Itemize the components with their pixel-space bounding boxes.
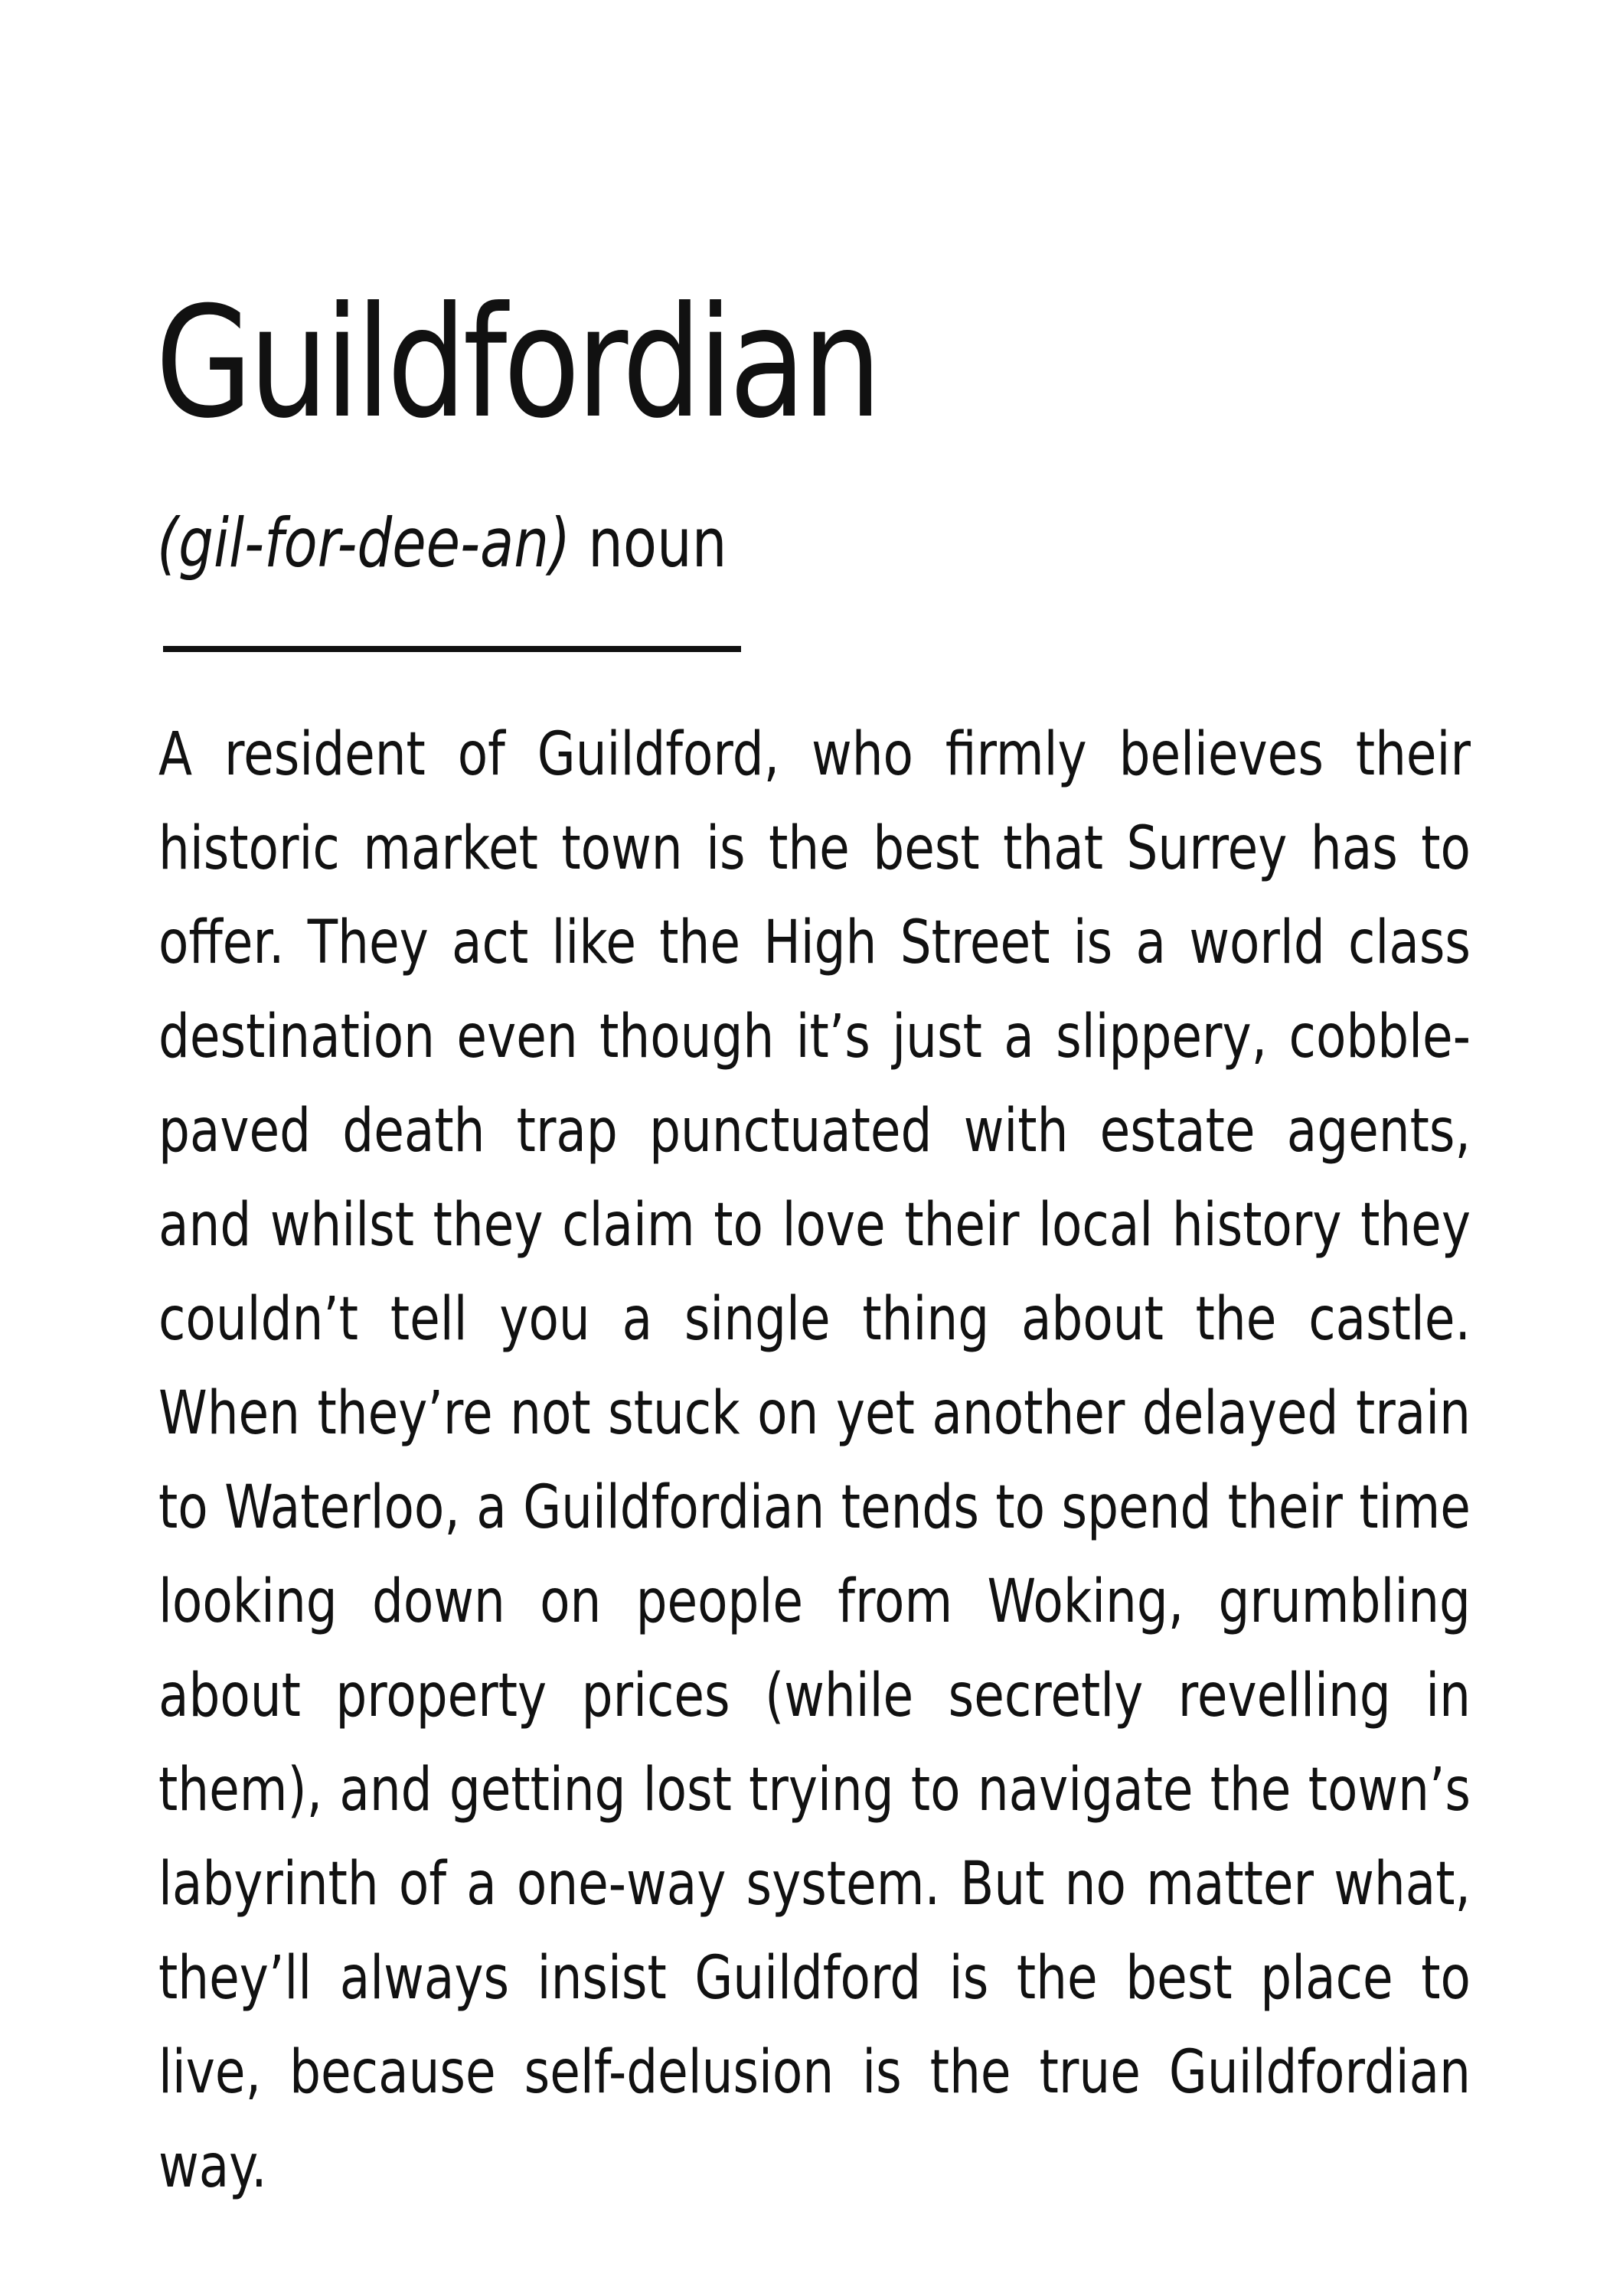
divider-rule [163,646,741,652]
headword-title: Guildfordian [155,274,878,452]
pronunciation-text: (gil-for-dee-an) [157,504,571,582]
definition-paragraph: A resident of Guildford, who firmly believes their historic market town is the best that Surrey has to offer. They act like the High Street is a world class destination even though it’s just a slippery, cobble-paved death trap punctuated with estate agents, and whilst they claim to love their local history they couldn’t tell you a single thing about the castle. When they’re not stuck on yet another delayed train to Waterloo, a Guildfordian tends to spend their time looking down on people from Woking, grumbling about property prices (while secretly revelling in them), and getting lost trying to navigate the town’s labyrinth of a one-way system. But no matter what, they’ll always insist Guildford is the best place to live, because self-delusion is the true Guildfordian way. [158,720,1471,2201]
part-of-speech-label: noun [588,504,727,582]
pronunciation-line [157,501,727,585]
